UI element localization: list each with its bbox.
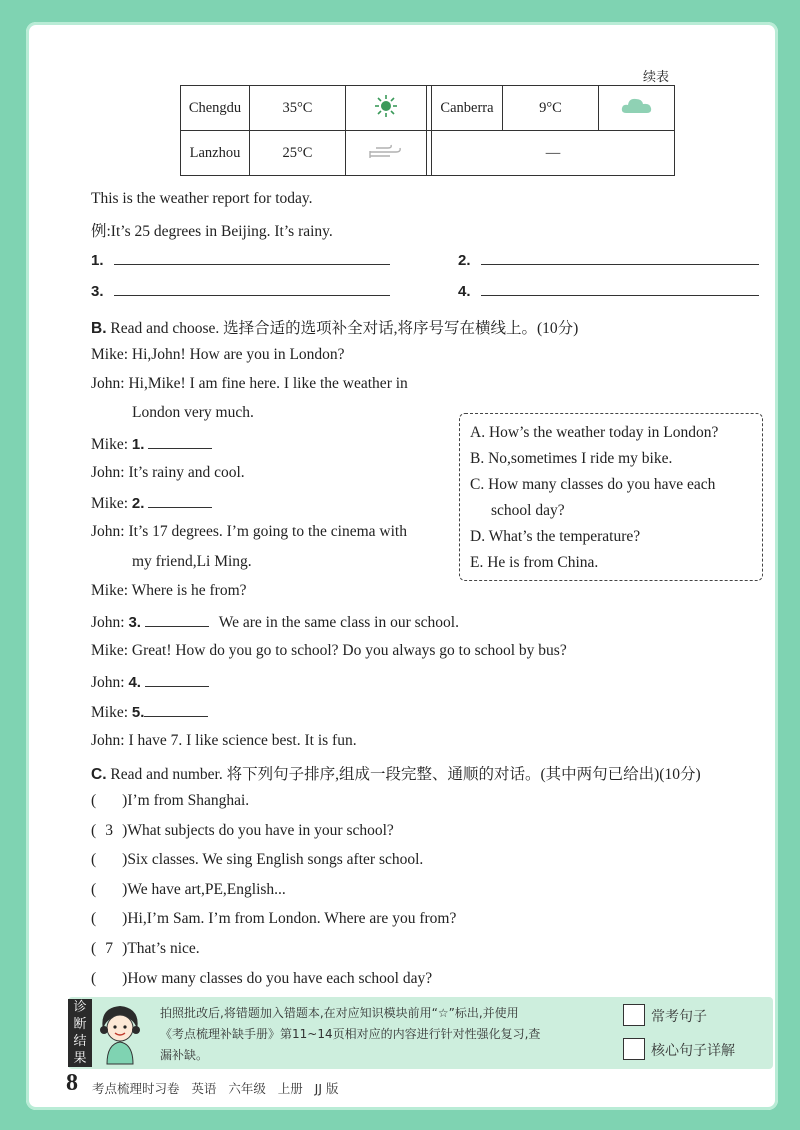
item-number: 4. bbox=[458, 283, 471, 300]
option-c: C. How many classes do you have each bbox=[470, 476, 716, 493]
order-item[interactable]: ( 3 )What subjects do you have in your school? bbox=[91, 822, 394, 839]
item-number: 1. bbox=[91, 252, 104, 269]
city-cell: Lanzhou bbox=[181, 131, 250, 176]
empty-cell: — bbox=[432, 131, 675, 176]
diagnosis-note-line: 拍照批改后,将错题加入错题本,在对应知识模块前用“☆”标出,并使用 bbox=[160, 1006, 519, 1020]
item-number: 2. bbox=[458, 252, 471, 269]
order-item[interactable]: ( )How many classes do you have each school day? bbox=[91, 970, 433, 987]
dialogue-line: John: It’s rainy and cool. bbox=[91, 464, 245, 481]
footer-text: 考点梳理时习卷 英语 六年级 上册 JJ 版 bbox=[92, 1081, 339, 1096]
answer-line-3[interactable] bbox=[91, 281, 390, 301]
option-e: E. He is from China. bbox=[470, 554, 599, 571]
order-item[interactable]: ( )Six classes. We sing English songs after school. bbox=[91, 851, 424, 868]
girl-mascot-icon bbox=[97, 1000, 143, 1066]
continued-label: 续表 bbox=[643, 70, 670, 85]
section-c-title: C. Read and number. 将下列句子排序,组成一段完整、通顺的对话。(其中两句已给出)(10分) bbox=[91, 766, 701, 783]
weather-icon-cell bbox=[346, 131, 427, 176]
weather-table bbox=[180, 85, 675, 176]
temp-cell: 25°C bbox=[250, 131, 346, 176]
item-number: 3. bbox=[91, 283, 104, 300]
option-b: B. No,sometimes I ride my bike. bbox=[470, 450, 673, 467]
cloud-icon bbox=[620, 95, 654, 117]
weather-icon-cell bbox=[346, 86, 427, 131]
weather-icon-cell bbox=[599, 86, 675, 131]
dialogue-line: my friend,Li Ming. bbox=[132, 553, 252, 570]
dialogue-line: Mike: Great! How do you go to school? Do you always go to school by bus? bbox=[91, 642, 567, 659]
diagnosis-note-line: 漏补缺。 bbox=[160, 1048, 209, 1062]
answer-line-1[interactable] bbox=[91, 250, 390, 270]
intro-text: This is the weather report for today. bbox=[91, 190, 313, 207]
temp-cell: 35°C bbox=[250, 86, 346, 131]
example-text: 例:It’s 25 degrees in Beijing. It’s rainy. bbox=[91, 223, 333, 240]
dialogue-blank-3[interactable]: John: 3. We are in the same class in our school. bbox=[91, 614, 459, 631]
checkbox-label: 核心句子详解 bbox=[651, 1043, 735, 1059]
checkbox-label: 常考句子 bbox=[651, 1009, 707, 1025]
dialogue-line: John: I have 7. I like science best. It is fun. bbox=[91, 732, 357, 749]
diagnosis-label: 诊 断 结 果 bbox=[68, 999, 92, 1067]
section-b-title: B. Read and choose. 选择合适的选项补全对话,将序号写在横线上。(10分) bbox=[91, 320, 579, 337]
dialogue-line: Mike: Where is he from? bbox=[91, 582, 247, 599]
order-item[interactable]: ( )We have art,PE,English... bbox=[91, 881, 286, 898]
city-cell: Chengdu bbox=[181, 86, 250, 131]
wind-icon bbox=[366, 142, 406, 160]
dialogue-blank-1[interactable]: Mike: 1. bbox=[91, 434, 212, 454]
dialogue-line: London very much. bbox=[132, 404, 254, 421]
option-d: D. What’s the temperature? bbox=[470, 528, 641, 545]
dialogue-line: John: Hi,Mike! I am fine here. I like the weather in bbox=[91, 375, 408, 392]
options-box bbox=[459, 413, 763, 581]
order-item[interactable]: ( 7 )That’s nice. bbox=[91, 940, 200, 957]
temp-cell: 9°C bbox=[503, 86, 599, 131]
order-item[interactable]: ( )I’m from Shanghai. bbox=[91, 792, 250, 809]
checkbox-common-sentences[interactable] bbox=[623, 1004, 645, 1026]
option-c-cont: school day? bbox=[491, 502, 565, 519]
sun-icon bbox=[374, 94, 398, 118]
dialogue-blank-2[interactable]: Mike: 2. bbox=[91, 493, 212, 513]
order-item[interactable]: ( )Hi,I’m Sam. I’m from London. Where are you from? bbox=[91, 910, 457, 927]
page-number: 8 bbox=[66, 1070, 78, 1096]
checkbox-core-sentences[interactable] bbox=[623, 1038, 645, 1060]
table-row bbox=[181, 86, 675, 131]
diagnosis-note-line: 《考点梳理补缺手册》第11~14页相对应的内容进行针对性强化复习,查 bbox=[160, 1027, 541, 1041]
answer-line-4[interactable] bbox=[458, 281, 759, 301]
dialogue-line: John: It’s 17 degrees. I’m going to the cinema with bbox=[91, 523, 407, 540]
option-a: A. How’s the weather today in London? bbox=[470, 424, 719, 441]
city-cell: Canberra bbox=[432, 86, 503, 131]
dialogue-line: Mike: Hi,John! How are you in London? bbox=[91, 346, 345, 363]
dialogue-blank-5[interactable]: Mike: 5. bbox=[91, 702, 208, 722]
answer-line-2[interactable] bbox=[458, 250, 759, 270]
dialogue-blank-4[interactable]: John: 4. bbox=[91, 672, 209, 692]
table-row bbox=[181, 131, 675, 176]
